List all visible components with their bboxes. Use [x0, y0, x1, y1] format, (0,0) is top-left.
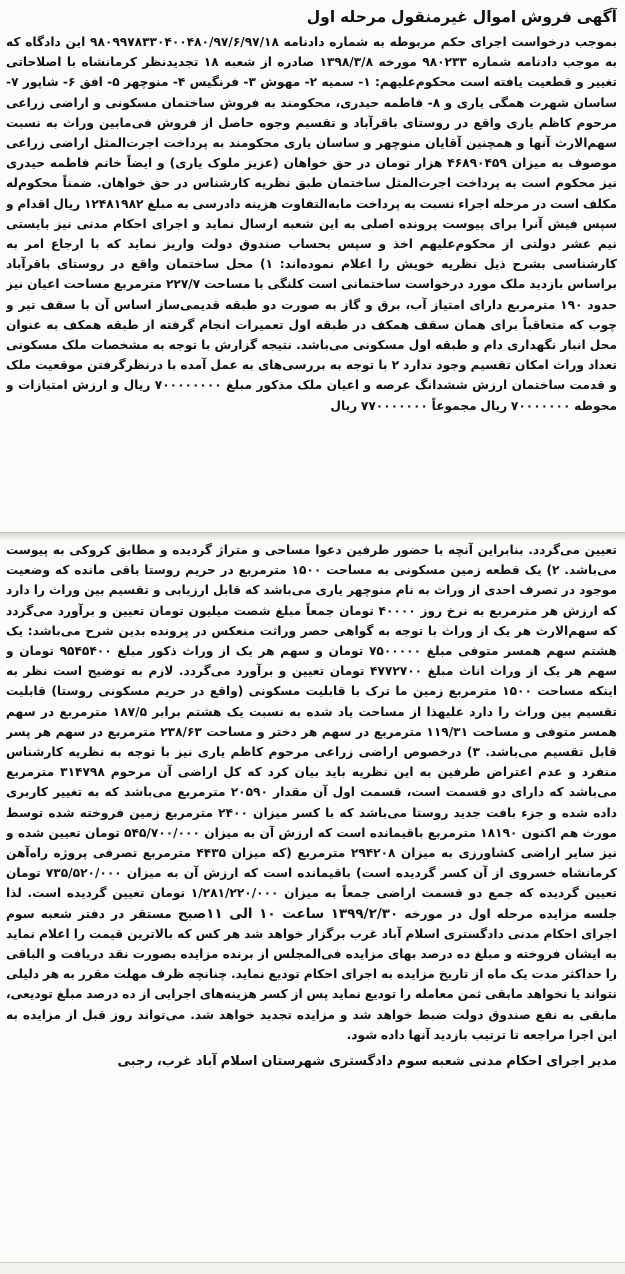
notice-signoff: مدیر اجرای احکام مدنی شعبه سوم دادگستری شهرستان اسلام آباد غرب، رجبی — [117, 1054, 617, 1070]
notice-top-paragraph: بموجب درخواست اجرای حکم مربوطه به شماره دادنامه ۹۸۰۹۹۷۸۳۳۰۴۰۰۴۸۰/۹۷/۶/۹۷/۱۸ این دادگاه که به موجب دادنامه شماره ۹۸۰۲۳۳ مورخه ۱۳۹۸/۳/۸ صادره از شعبه ۱۸ تجدیدنظر کرمانشاه با اصلاحاتی تغییر و قطعیت یافته است محکوم‌علیهم: ۱- سمیه ۲- مهوش ۳- فرنگیس ۴- منوچهر ۵- افق ۶- شاپور ۷- ساسان شهرت همگی یاری و ۸- فاطمه حیدری، محکومند به فروش ساختمان مسکونی و اراضی زراعی مرحوم کاظم یاری واقع در روستای باقرآباد و تقسیم وجوه حاصل از فروش فی‌مابین وراث به نسبت سهم‌الارث آنها و همچنین آقایان منوچهر و ساسان یاری محکومند به پرداخت اجرت‌المثل اراضی زراعی موصوف به میزان ۴۶۸۹۰۴۵۹ هزار تومان در حق خواهان (عزیز ملوک یاری) و ایضاً خانم فاطمه حیدری نیز محکوم است به پرداخت اجرت‌المثل ساختمان طبق نظریه کارشناس در حق خواهان. ضمناً محکوم‌له مکلف است در مرحله اجراء نسبت به پرداخت مابه‌التفاوت هزینه دادرسی به مبلغ ۱۲۴۸۱۹۸۲ ریال اقدام و سپس فیش آنرا برای پیوست پرونده اصلی به این شعبه ارسال نماید و اجرای احکام مدنی نیز بایستی نیم عشر دولتی از محکوم‌علیهم اخذ و سپس بحساب صندوق دولت واریز نماید که با ارجاع امر به کارشناسی بشرح ذیل نظریه خویش را اعلام نموده‌اند: ۱) محل ساختمان واقع در روستای باقرآباد براساس بازدید ملک مورد درخواست ساختمانی است کلنگی با مساحت ۲۲۷/۷ مترمربع مساحت اعیان نیز حدود ۱۹۰ مترمربع دارای امتیاز آب، برق و گاز به صورت دو طبقه قدیمی‌ساز اساس آن با سقف تیر و چوب که متعاقباً برای همان سقف همکف در طبقه اول تعمیرات انجام گرفته از طبقه همکف به عنوان محل انبار نگهداری دام و طبقه اول مسکونی می‌باشد. نتیجه گزارش با توجه به مشخصات ملک مسکونی تعداد وراث امکان تقسیم وجود ندارد ۲ با توجه به بررسی‌های به عمل آمده با درنظرگرفتن موقعیت ملک و قدمت ساختمان ارزش ششدانگ عرصه و اعیان ملک مذکور مبلغ ۷۰۰۰۰۰۰۰۰ ریال و ارزش امتیازات و محوطه ۷۰۰۰۰۰۰۰ ریال مجموعاً ۷۷۰۰۰۰۰۰۰ ریال — [6, 35, 617, 413]
notice-title: آگهی فروش اموال غیرمنقول مرحله اول — [306, 8, 617, 26]
auction-datetime: ۱۳۹۹/۲/۳۰ ساعت ۱۰ الی ۱۱صبح — [177, 905, 399, 922]
clipping-bottom-edge — [0, 1262, 625, 1274]
notice-bottom-paragraph: تعیین می‌گردد. بنابراین آنچه با حضور طرفین دعوا مساحی و متراژ گردیده و مطابق کروکی به پیوست می‌باشد. ۲) یک قطعه زمین مسکونی به مساحت ۱۵۰۰ مترمربع در حریم روستا باقی مانده که وضعیت موجود در تصرف احدی از وراث به نام منوچهر یاری می‌باشد که قابل ارزیابی و تقسیم بین وراث را دارد که ارزش هر مترمربع به نرخ روز ۴۰۰۰۰ تومان جمعاً مبلغ شصت میلیون تومان تعیین و برآورد می‌گردد که سهم‌الارث هر یک از وراث با توجه به گواهی حصر وراثت منعکس در پرونده بدین شرح می‌باشد: یک هشتم سهم همسر متوفی مبلغ ۷۵۰۰۰۰۰ تومان و سهم هر یک از وراث ذکور مبلغ ۹۵۴۵۴۰۰ تومان و سهم هر یک از وراث اناث مبلغ ۴۷۷۲۷۰۰ تومان تعیین و برآورد می‌گردد. لازم به توضیح است نظر به اینکه مساحت ۱۵۰۰ مترمربع زمین ما ترک با قابلیت مسکونی (واقع در حریم مسکونی روستا) قابلیت تقسیم بین وراث را دارد علیهذا از مساحت یاد شده به نسبت یک هشتم برابر ۱۸۷/۵ مترمربع در سهم همسر متوفی و مساحت ۱۱۹/۳۱ مترمربع در سهم هر دختر و مساحت ۲۳۸/۶۳ مترمربع در سهم هر پسر قابل تقسیم می‌باشد. ۳) درخصوص اراضی زراعی مرحوم کاظم یاری نیز با توجه به نظریه کارشناس منفرد و عدم اعتراض طرفین به این نظریه باید بیان کرد که کل اراضی آن مرحوم ۳۱۴۷۹۸ مترمربع می‌باشد که دارای دو قسمت است، قسمت اول آن مقدار ۲۰۵۹۰ مترمربع می‌باشد که به تغییر کاربری داده شده و جزء بافت جدید روستا می‌باشد که با کسر میزان ۲۴۰۰ مترمربع زمین فروخته شده توسط مورث هم اکنون ۱۸۱۹۰ مترمربع باقیمانده است که ارزش آن به میزان ۵۴۵/۷۰۰/۰۰۰ تومان تعیین شده و نیز سایر اراضی کشاورزی به میزان ۲۹۴۲۰۸ مترمربع (که میزان ۴۴۳۵ مترمربع تصرفی پروژه راه‌آهن کرمانشاه خسروی از آن کسر گردیده است) باقیمانده است که ارزش آن به میزان ۷۳۵/۵۲۰/۰۰۰ تومان تعیین گردیده که جمع دو قسمت اراضی جمعاً به میزان ۱/۲۸۱/۲۲۰/۰۰۰ تومان تعیین گردیده است. لذا جلسه مزایده مرحله اول در مورخه — [6, 543, 617, 921]
clipping-seam — [0, 532, 625, 540]
notice-top-column — [6, 4, 617, 532]
notice-bottom-column — [6, 540, 617, 1258]
notice-bottom-paragraph-end: مستقر در دفتر شعبه سوم اجرای احکام مدنی دادگستری اسلام آباد غرب برگزار خواهد شد هر کس که بالاترین قیمت را اعلام نماید به ایشان فروخته و مبلغ ده درصد بهای مزایده فی‌المجلس از برنده مزایده بصورت نقد دریافت و الباقی را حداکثر مدت یک ماه از تاریخ مزایده به اجرای احکام تودیع نماید. چنانچه ظرف مهلت مقرر به هر دلیلی نتواند یا نخواهد مابقی ثمن معامله را تودیع نماید پس از کسر هزینه‌های اجرایی از ده درصد مبلغ تودیعی، مابقی به نفع صندوق دولت ضبط خواهد شد و مزایده تجدید خواهد شد. می‌تواند روز قبل از مزایده به این اجرا مراجعه تا ترتیب بازدید آنها داده شود. — [6, 906, 617, 1042]
